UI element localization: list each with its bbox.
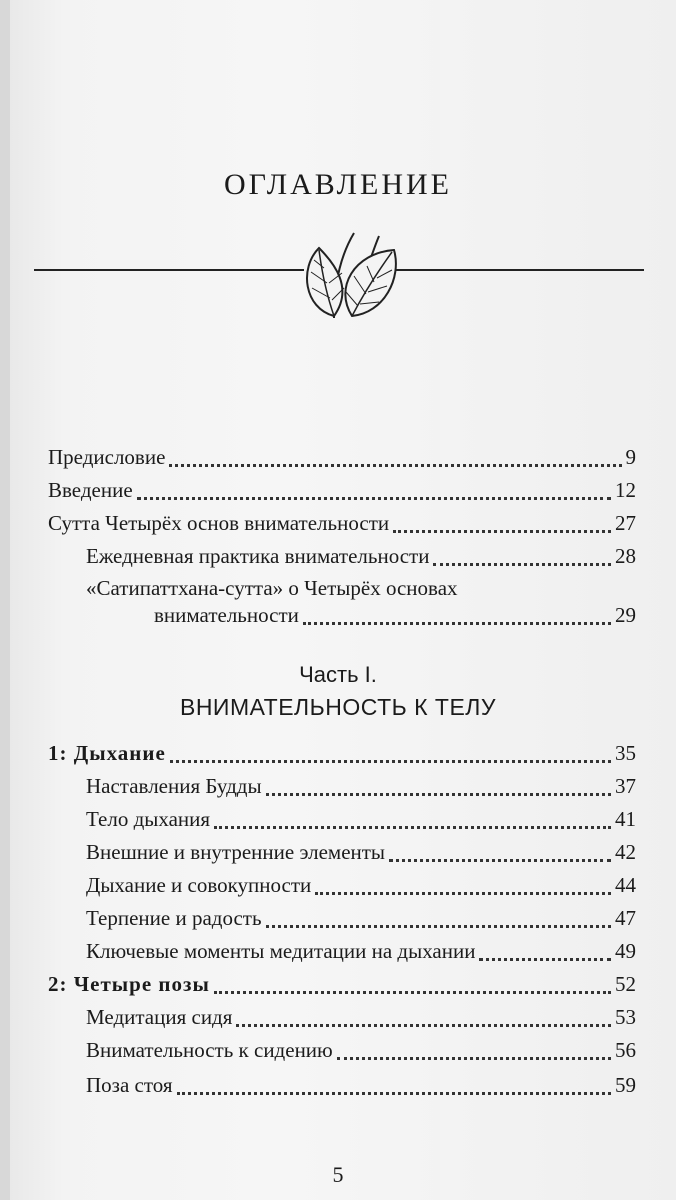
toc-entry[interactable]: Ежедневная практика внимательности 28 <box>86 544 636 568</box>
part-label: Часть I. <box>299 662 377 687</box>
toc-entry[interactable]: Сутта Четырёх основ внимательности 27 <box>48 511 636 535</box>
section-entry[interactable]: Медитация сидя 53 <box>86 1005 636 1029</box>
section-entry[interactable]: Внешние и внутренние элементы 42 <box>86 840 636 864</box>
section-entry[interactable]: Дыхание и совокупности 44 <box>86 873 636 897</box>
page-number: 5 <box>332 1162 344 1187</box>
part-title: ВНИМАТЕЛЬНОСТЬ К ТЕЛУ <box>179 694 497 720</box>
chapter-entry[interactable]: 1: Дыхание 35 <box>48 741 636 765</box>
section-entry[interactable]: Поза стоя 59 <box>86 1073 636 1097</box>
chapter-entry[interactable]: 2: Четыре позы 52 <box>48 972 636 996</box>
toc-entry[interactable]: Предисловие 9 <box>48 445 636 469</box>
section-entry[interactable]: Наставления Будды 37 <box>86 774 636 798</box>
page-title: ОГЛАВЛЕНИЕ <box>224 168 452 201</box>
section-entry[interactable]: Внимательность к сидению 56 <box>86 1038 636 1062</box>
section-entry[interactable]: Терпение и радость 47 <box>86 906 636 930</box>
toc-entry[interactable]: внимательности 29 <box>154 603 636 627</box>
section-entry[interactable]: Тело дыхания 41 <box>86 807 636 831</box>
section-entry[interactable]: Ключевые моменты медитации на дыхании 49 <box>86 939 636 963</box>
toc-entry-line1[interactable]: «Сатипаттхана-сутта» о Четырёх основах <box>86 576 458 600</box>
toc-entry[interactable]: Введение 12 <box>48 478 636 502</box>
